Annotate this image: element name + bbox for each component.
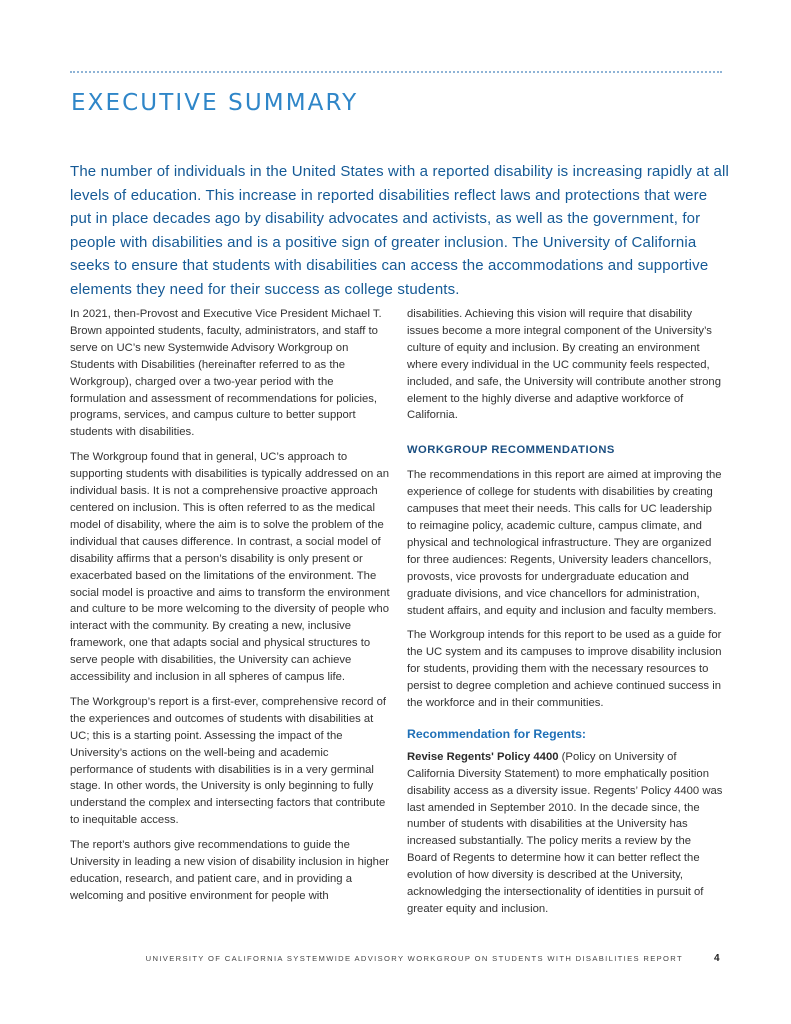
footer-report-name: UNIVERSITY OF CALIFORNIA SYSTEMWIDE ADVISORY WORKGROUP ON STUDENTS WITH DISABILITIES REPORT xyxy=(145,954,683,963)
right-column xyxy=(407,306,723,926)
body-paragraph: The Workgroup found that in general, UC’s approach to supporting students with disabilities is typically addressed on an individual basis. It is not a comprehensive proactive approach centered on inclusion. This is often referred to as the medical model of disability, where the aim is to solve the problem of the individual that causes difference. In contrast, a social model of disability affirms that a person’s disability is only present or exacerbated based on the limitations of the environment. The social model is proactive and aims to transform the environment and culture to be more welcoming to the diversity of people who interact with the community. By creating a new, inclusive framework, one that adapts social and physical structures to serve people with disabilities, the University can achieve accessibility and inclusion in all spheres of campus life. xyxy=(70,451,390,684)
page-title: EXECUTIVE SUMMARY xyxy=(71,90,359,116)
page-footer xyxy=(0,954,791,968)
dotted-divider xyxy=(70,71,722,73)
body-paragraph: The Workgroup intends for this report to be used as a guide for the UC system and its campuses to improve disability inclusion for students, providing them with the necessary resources to persist to degree completion and achieve continued success in the workforce and in their communities. xyxy=(407,629,722,710)
page-number: 4 xyxy=(714,953,720,964)
body-paragraph: In 2021, then-Provost and Executive Vice President Michael T. Brown appointed students, faculty, administrators, and staff to serve on UC’s new Systemwide Advisory Workgroup on Students with Disabilities (hereinafter referred to as the Workgroup), charged over a two-year period with the formulation and assessment of recommendations for policies, programs, services, and campus culture to better support students with disabilities. xyxy=(70,308,382,439)
lead-paragraph: The number of individuals in the United States with a reported disability is increasing rapidly at all levels of education. This increase in reported disabilities reflect laws and protections that were put in place decades ago by disability advocates and activists, as well as the government, for people with disabilities and is a positive sign of greater inclusion. The University of California seeks to ensure that students with disabilities can access the accommodations and supportive elements they need for their success as college students. xyxy=(70,163,729,298)
policy-description: (Policy on University of California Diversity Statement) to more emphatically position disability access as a diversity issue. Regents’ Policy 4400 was last amended in September 2010. In the decade since, the number of students with disabilities at the University has increased substantially. The policy merits a review by the Board of Regents to determine how it can better reflect the evolution of how diversity is described at the University, acknowledging the intersectionality of identities in pursuit of greater equity and inclusion. xyxy=(407,750,723,915)
section-heading: WORKGROUP RECOMMENDATIONS xyxy=(407,444,615,457)
body-paragraph: disabilities. Achieving this vision will require that disability issues become a more integral component of the University’s culture of equity and inclusion. By creating an environment where every individual in the UC community feels respected, included, and safe, the University will contribute another strong element to the highly diverse and adaptive workforce of California. xyxy=(407,308,721,422)
body-paragraph: The Workgroup’s report is a first-ever, comprehensive record of the experiences and outcomes of students with disabilities at UC; this is a starting point. Assessing the impact of the University’s actions on the well-being and academic performance of students with disabilities is in a very germinal stage. In other words, the University is only beginning to fully understand the complex and intersecting factors that contribute to inequitable access. xyxy=(70,695,387,827)
body-paragraph xyxy=(407,749,723,918)
left-column xyxy=(70,306,390,913)
policy-name: Revise Regents' Policy 4400 xyxy=(407,750,559,763)
body-paragraph: The recommendations in this report are aimed at improving the experience of college for students with disabilities by creating campuses that meet their needs. This calls for UC leadership to reimagine policy, academic culture, campus climate, and physical and technological infrastructure. They are organized for three audiences: Regents, University leaders chancellors, provosts, vice provosts for undergraduate education and graduate divisions, and vice chancellors for administration, student affairs, and equity and inclusion and faculty members. xyxy=(407,469,722,617)
subsection-heading: Recommendation for Regents: xyxy=(407,726,587,741)
body-paragraph: The report’s authors give recommendations to guide the University in leading a new vision of disability inclusion in higher education, research, and patient care, and in providing a welcoming and positive environment for people with xyxy=(70,839,389,902)
